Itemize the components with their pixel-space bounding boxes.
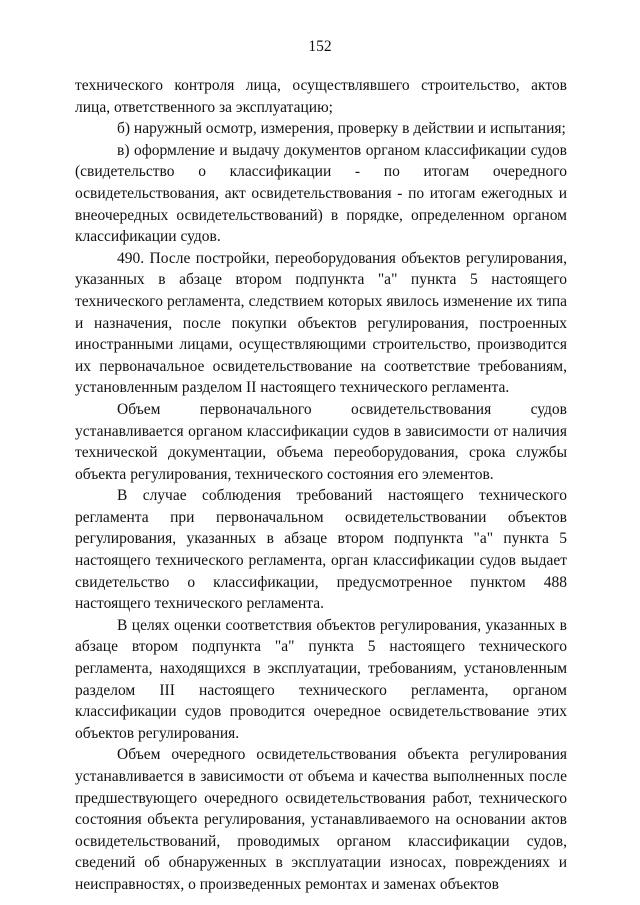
paragraph-490: 490. После постройки, переоборудования объектов регулирования, указанных в абзаце втором подпункта "а" пункта 5 настоящего технического регламента, следствием которых явилось изменение их типа и назначения, после покупки объектов регулирования, построенных иностранными лицами, осуществляющими строительство, производится их первоначальное освидетельствование на соответствие требованиям, установленным разделом II настоящего технического регламента. — [75, 249, 567, 397]
paragraph-initial-survey-scope: Объем первоначального освидетельствования судов устанавливается органом классификации судов в зависимости от наличия технической документации, объема переоборудования, срока службы объекта регулирования, технического состояния его элементов. — [75, 400, 567, 483]
paragraph-continuation: технического контроля лица, осуществлявшего строительство, актов лица, ответственного за эксплуатацию; — [75, 77, 567, 116]
paragraph-item-b: б) наружный осмотр, измерения, проверку в действии и испытания; — [117, 120, 566, 138]
paragraph-item-v: в) оформление и выдачу документов органом классификации судов (свидетельство о классификации - по итогам очередного освидетельствования, акт освидетельствования - по итогам ежегодных и внеочередных освидетельствований) в порядке, определенном органом классификации судов. — [75, 141, 567, 246]
document-body — [75, 75, 567, 896]
paragraph-periodic-survey-scope: Объем очередного освидетельствования объекта регулирования устанавливается в зависимости от объема и качества выполненных после предшествующего очередного освидетельствования работ, технического состояния объекта регулирования, устанавливаемого на основании актов освидетельствований, проводимых органом классификации судов, сведений об обнаруженных в эксплуатации износах, повреждениях и неисправностях, о произведенных ремонтах и заменах объектов — [75, 746, 567, 893]
page-number: 152 — [308, 38, 332, 55]
paragraph-periodic-survey: В целях оценки соответствия объектов регулирования, указанных в абзаце втором подпункта "а" пункта 5 настоящего технического регламента, находящихся в эксплуатации, требованиям, установленным разделом III настоящего технического регламента, органом классификации судов проводится очередное освидетельствование этих объектов регулирования. — [75, 616, 567, 742]
paragraph-classification-certificate: В случае соблюдения требований настоящего технического регламента при первоначальном освидетельствовании объектов регулирования, указанных в абзаце втором подпункта "а" пункта 5 настоящего технического регламента, орган классификации судов выдает свидетельство о классификации, предусмотренное пунктом 488 настоящего технического регламента. — [75, 487, 567, 613]
